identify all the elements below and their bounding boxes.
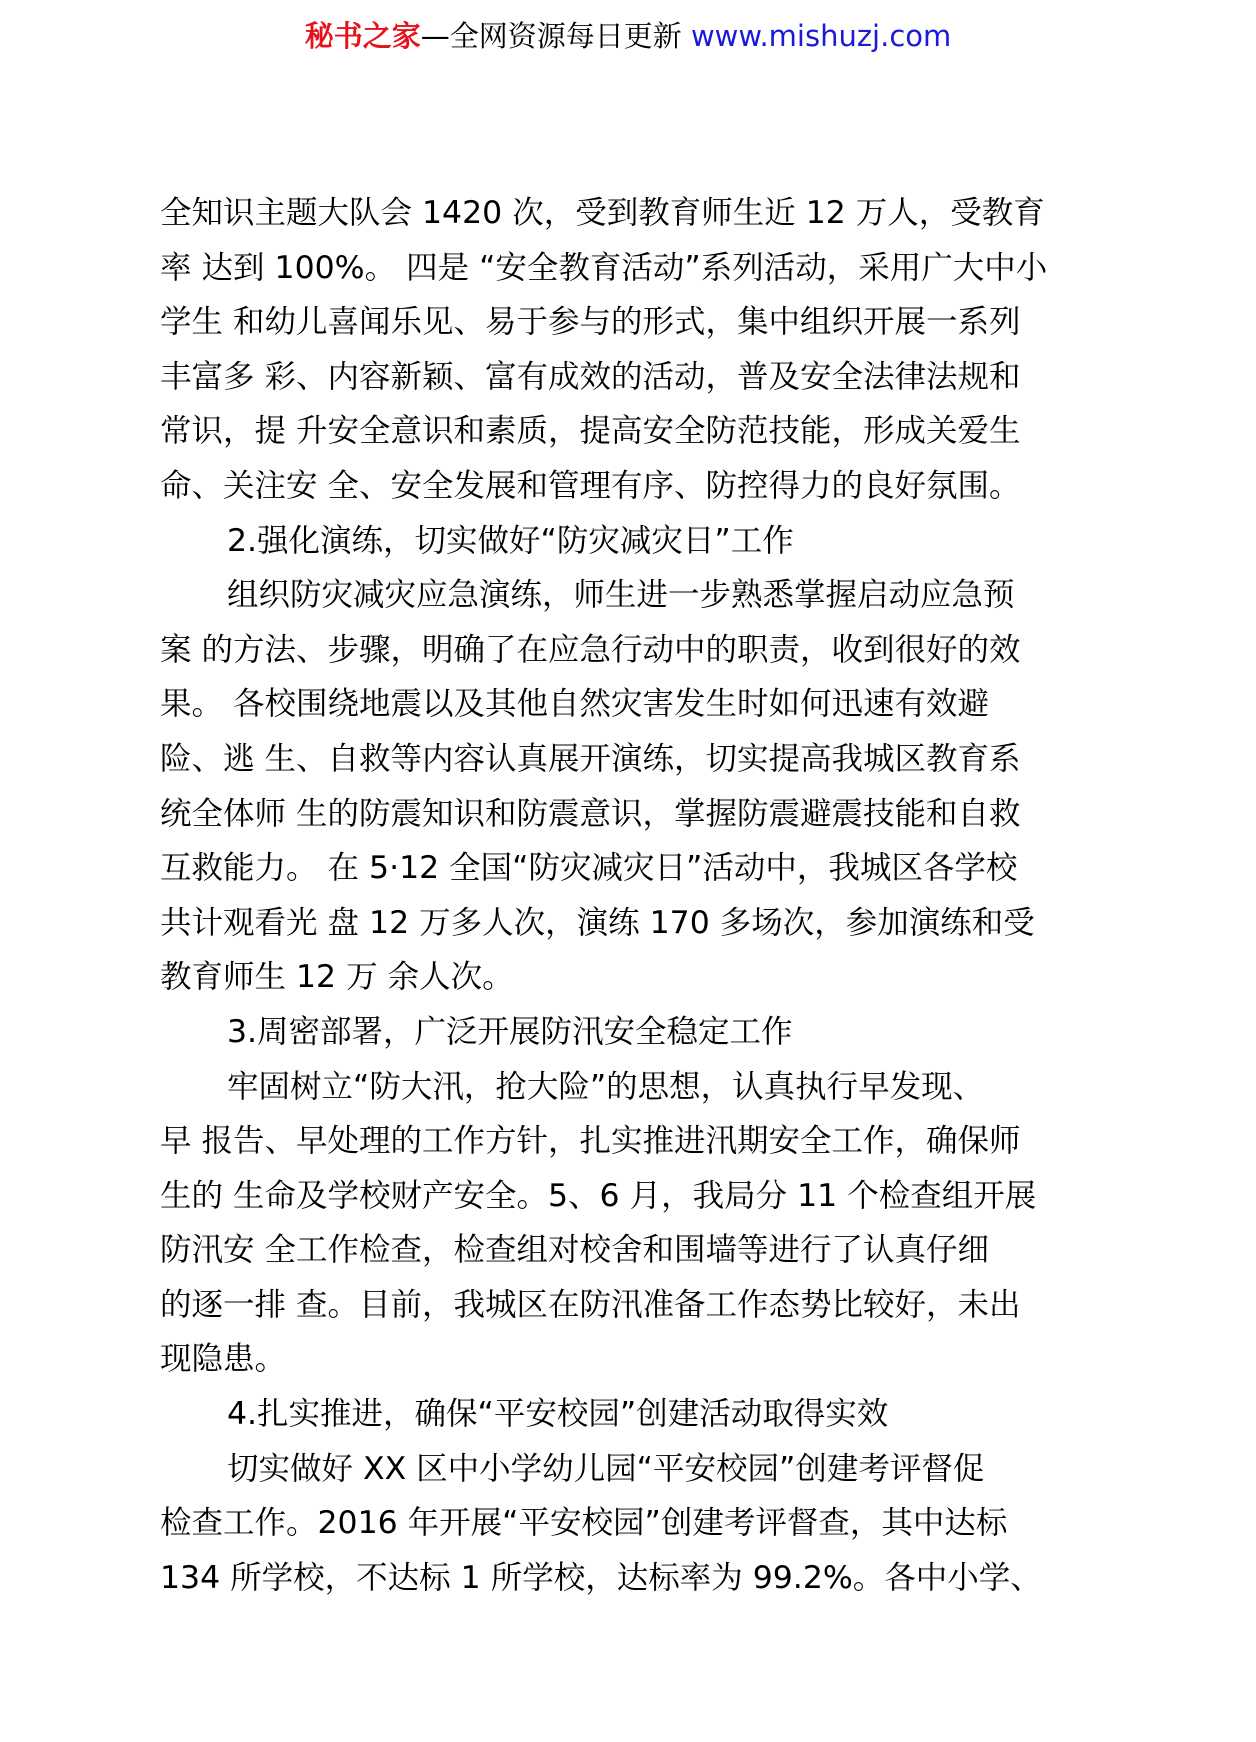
site-header — [0, 14, 1256, 58]
paragraph-line: 生的 生命及学校财产安全。5、6 月，我局分 11 个检查组开展 — [160, 1177, 1037, 1214]
paragraph-line: 切实做好 XX 区中小学幼儿园“平安校园”创建考评督促 — [227, 1450, 985, 1487]
document-body — [160, 186, 1120, 1605]
paragraph-line: 全知识主题大队会 1420 次，受到教育师生近 12 万人，受教育 — [160, 195, 1045, 231]
site-brand: 秘书之家 — [304, 19, 421, 53]
paragraph-line: 丰富多 彩、内容新颖、富有成效的活动，普及安全法律法规和 — [160, 358, 1021, 395]
paragraph-line: 共计观看光 盘 12 万多人次，演练 170 多场次，参加演练和受 — [160, 904, 1035, 941]
paragraph-line: 常识，提 升安全意识和素质，提高安全防范技能，形成关爱生 — [160, 413, 1021, 450]
paragraph-line: 教育师生 12 万 余人次。 — [160, 959, 514, 996]
paragraph-line: 命、关注安 全、安全发展和管理有序、防控得力的良好氛围。 — [160, 467, 1021, 504]
paragraph-line: 险、逃 生、自救等内容认真展开演练，切实提高我城区教育系 — [160, 740, 1021, 777]
paragraph-line: 组织防灾减灾应急演练，师生进一步熟悉掌握启动应急预 — [227, 577, 1015, 614]
paragraph-line: 防汛安 全工作检查，检查组对校舍和围墙等进行了认真仔细 — [160, 1232, 990, 1269]
paragraph-line: 早 报告、早处理的工作方针，扎实推进汛期安全工作，确保师 — [160, 1123, 1021, 1160]
section-heading: 3.周密部署，广泛开展防汛安全稳定工作 — [227, 1013, 793, 1050]
paragraph-line: 检查工作。2016 年开展“平安校园”创建考评督查，其中达标 — [160, 1505, 1008, 1542]
paragraph-line: 统全体师 生的防震知识和防震意识，掌握防震避震技能和自救 — [160, 795, 1021, 832]
section-heading: 4.扎实推进，确保“平安校园”创建活动取得实效 — [227, 1396, 889, 1433]
paragraph-line: 果。 各校围绕地震以及其他自然灾害发生时如何迅速有效避 — [160, 686, 990, 723]
paragraph-line: 现隐患。 — [160, 1341, 287, 1378]
paragraph-line: 134 所学校，不达标 1 所学校，达标率为 99.2%。各中小学、 — [160, 1559, 1042, 1596]
site-tagline: —全网资源每日更新 — [420, 19, 691, 53]
paragraph-line: 学生 和幼儿喜闻乐见、易于参与的形式，集中组织开展一系列 — [160, 304, 1021, 341]
paragraph-line: 案 的方法、步骤，明确了在应急行动中的职责，收到很好的效 — [160, 631, 1021, 668]
paragraph-line: 互救能力。 在 5·12 全国“防灾减灾日”活动中，我城区各学校 — [160, 850, 1018, 887]
section-heading: 2.强化演练，切实做好“防灾减灾日”工作 — [227, 522, 794, 559]
paragraph-line: 的逐一排 查。目前，我城区在防汛准备工作态势比较好，未出 — [160, 1286, 1021, 1323]
paragraph-line: 牢固树立“防大汛，抢大险”的思想，认真执行早发现、 — [227, 1068, 985, 1105]
site-url-link[interactable]: www.mishuzj.com — [690, 19, 952, 53]
paragraph-line: 率 达到 100%。 四是 “安全教育活动”系列活动，采用广大中小 — [160, 249, 1048, 286]
